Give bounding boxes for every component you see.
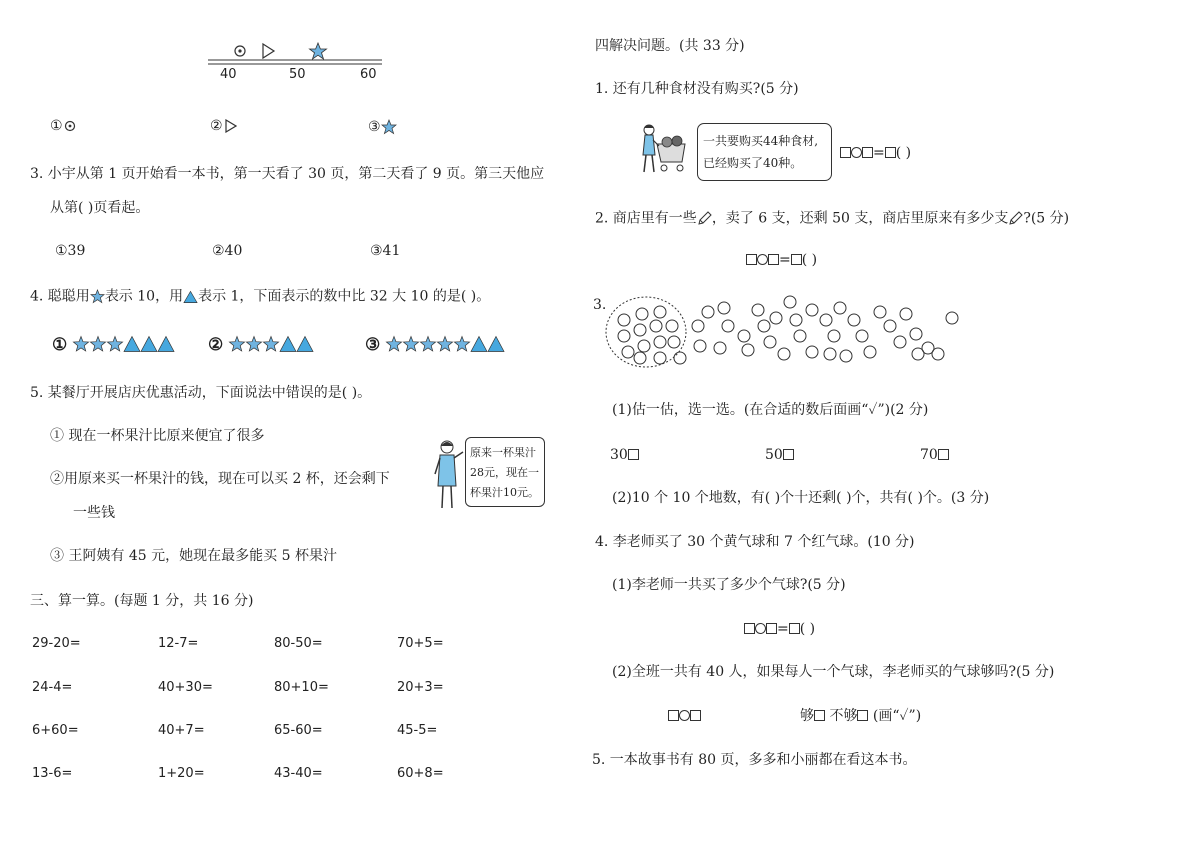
- calc-item[interactable]: 24-4=: [32, 680, 73, 695]
- triangle-icon: [124, 337, 140, 352]
- count-circle: [834, 302, 846, 314]
- count-circle: [764, 336, 776, 348]
- circle-dots: [618, 296, 958, 364]
- q2-option-1[interactable]: ①: [50, 119, 77, 133]
- triangle-icon: [488, 337, 504, 352]
- flower-icon: [63, 119, 77, 133]
- count-circle: [692, 320, 704, 332]
- operator-circle[interactable]: [679, 710, 690, 721]
- star-icon: [310, 43, 327, 59]
- section3-title: 三、算一算。(每题 1 分，共 16 分): [30, 593, 254, 609]
- tick-label-40: 40: [220, 67, 237, 82]
- q5-stem: 5. 某餐厅开展店庆优惠活动，下面说法中错误的是( )。: [30, 385, 372, 401]
- count-circle: [654, 352, 666, 364]
- count-circle: [856, 330, 868, 342]
- count-circle: [654, 306, 666, 318]
- count-circle: [894, 336, 906, 348]
- r-q4-enough-choices: 够 不够 (画“✓”): [800, 708, 922, 724]
- calc-item[interactable]: 29-20=: [32, 636, 81, 651]
- triangle-icon: [141, 337, 157, 352]
- q4-option-1[interactable]: ①: [52, 335, 176, 354]
- q5-option-2-line2: 一些钱: [73, 505, 115, 521]
- count-circle: [790, 314, 802, 326]
- triangle-icon: [280, 337, 296, 352]
- count-circle: [674, 352, 686, 364]
- count-circle: [778, 348, 790, 360]
- calc-item[interactable]: 80+10=: [274, 680, 329, 695]
- r-q4-text: 4. 李老师买了 30 个黄气球和 7 个红气球。(10 分): [595, 534, 915, 550]
- bubble-line-2: 28元，现在一: [470, 466, 539, 479]
- shopping-cart-illustration: [637, 122, 697, 177]
- count-circle: [634, 324, 646, 336]
- q5-option-1[interactable]: ① 现在一杯果汁比原来便宜了很多: [50, 428, 265, 444]
- choice-50[interactable]: 50: [765, 448, 794, 462]
- bubble-line-1: 一共要购买44种食材,: [703, 134, 819, 148]
- answer-box[interactable]: [791, 254, 802, 265]
- calc-item[interactable]: 20+3=: [397, 680, 444, 695]
- check-box[interactable]: [628, 449, 639, 460]
- count-circle: [784, 296, 796, 308]
- count-circle: [702, 306, 714, 318]
- r-q3-label: 3.: [593, 297, 607, 313]
- r-q4-sub2: (2)全班一共有 40 人，如果每人一个气球，李老师买的气球够吗?(5 分): [612, 664, 1055, 680]
- q3-text-line1: 3. 小宇从第 1 页开始看一本书，第一天看了 30 页，第二天看了 9 页。第三天他应: [30, 166, 545, 182]
- q3-option-3[interactable]: ③41: [370, 243, 401, 259]
- calc-item[interactable]: 43-40=: [274, 766, 323, 781]
- star-icon: [263, 337, 278, 352]
- count-circle: [618, 330, 630, 342]
- check-box[interactable]: [938, 449, 949, 460]
- calc-item[interactable]: 60+8=: [397, 766, 444, 781]
- triangle-icon: [158, 337, 174, 352]
- calc-item[interactable]: 40+7=: [158, 723, 205, 738]
- q2-option-3[interactable]: ③: [368, 119, 397, 135]
- count-circle: [794, 330, 806, 342]
- count-circle: [932, 348, 944, 360]
- star-icon: [381, 119, 397, 135]
- calc-item[interactable]: 70+5=: [397, 636, 444, 651]
- answer-box[interactable]: [746, 254, 757, 265]
- r-q1-text: 1. 还有几种食材没有购买?(5 分): [595, 81, 799, 97]
- enough-box[interactable]: [814, 710, 825, 721]
- count-circle: [718, 302, 730, 314]
- answer-box[interactable]: [789, 623, 800, 634]
- r-q2-text: 2. 商店里有一些 ，卖了 6 支，还剩 50 支，商店里原来有多少支 ?(5 分): [595, 210, 1070, 227]
- count-circle: [820, 314, 832, 326]
- choice-30[interactable]: 30: [610, 448, 639, 462]
- operator-circle[interactable]: [755, 623, 766, 634]
- ingredients-bubble: [697, 123, 832, 181]
- star-icon: [90, 337, 105, 352]
- answer-box[interactable]: [744, 623, 755, 634]
- star-icon: [403, 337, 418, 352]
- operator-circle[interactable]: [851, 147, 862, 158]
- choice-70[interactable]: 70: [920, 448, 949, 462]
- r-q4-sub1: (1)李老师一共买了多少个气球?(5 分): [612, 577, 846, 593]
- unit-blank[interactable]: ( ): [801, 252, 818, 268]
- count-circle: [900, 308, 912, 320]
- unit-blank[interactable]: ( ): [799, 621, 816, 637]
- q4-option-3-shapes: [385, 338, 506, 354]
- answer-box[interactable]: [862, 147, 873, 158]
- calc-item[interactable]: 40+30=: [158, 680, 213, 695]
- pencil-icon: [1008, 211, 1023, 226]
- count-circle: [622, 346, 634, 358]
- count-circle: [650, 320, 662, 332]
- triangle-icon: [297, 337, 313, 352]
- q4-option-3[interactable]: ③: [365, 335, 506, 354]
- answer-box[interactable]: [766, 623, 777, 634]
- pencil-icon: [697, 211, 712, 226]
- star-icon: [437, 337, 452, 352]
- count-circle: [828, 330, 840, 342]
- count-circle: [758, 320, 770, 332]
- star-icon: [229, 337, 244, 352]
- answer-box[interactable]: [668, 710, 679, 721]
- tick-label-50: 50: [289, 67, 306, 82]
- star-icon: [73, 337, 88, 352]
- section4-title: 四解决问题。(共 33 分): [595, 38, 745, 54]
- calc-item[interactable]: 65-60=: [274, 723, 323, 738]
- r-q5-text: 5. 一本故事书有 80 页，多多和小丽都在看这本书。: [592, 752, 917, 768]
- r-q4-equation: = ( ): [744, 622, 815, 636]
- count-circle: [770, 312, 782, 324]
- count-circle: [864, 346, 876, 358]
- calc-item[interactable]: 1+20=: [158, 766, 205, 781]
- count-circle: [666, 320, 678, 332]
- count-circle: [946, 312, 958, 324]
- triangle-icon: [183, 290, 198, 304]
- calc-item[interactable]: 6+60=: [32, 723, 79, 738]
- bubble-line-1: 原来一杯果汁: [470, 446, 536, 459]
- count-circle: [738, 330, 750, 342]
- count-circle: [912, 348, 924, 360]
- q4-option-2-shapes: [228, 338, 315, 354]
- flag-icon: [263, 44, 274, 58]
- count-circle: [638, 340, 650, 352]
- count-circle: [806, 346, 818, 358]
- woman-illustration: [430, 438, 465, 513]
- count-circle: [752, 304, 764, 316]
- bubble-line-3: 杯果汁10元。: [470, 486, 539, 499]
- r-q4-compare: [668, 709, 701, 723]
- flower-icon: [235, 46, 245, 56]
- tick-label-60: 60: [360, 67, 377, 82]
- answer-box[interactable]: [840, 147, 851, 158]
- q5-option-2-line1[interactable]: ②用原来买一杯果汁的钱，现在可以买 2 杯，还会剩下: [50, 471, 390, 487]
- star-icon: [420, 337, 435, 352]
- q3-option-2[interactable]: ②40: [212, 243, 243, 259]
- count-circle: [848, 314, 860, 326]
- r-q3-sub2: (2)10 个 10 个地数，有( )个十还剩( )个，共有( )个。(3 分): [612, 490, 990, 506]
- r-q2-equation: = ( ): [746, 253, 817, 267]
- unit-blank[interactable]: ( ): [895, 145, 912, 161]
- q3-text-line2: 从第( )页看起。: [50, 200, 150, 216]
- answer-box[interactable]: [768, 254, 779, 265]
- calc-item[interactable]: 45-5=: [397, 723, 438, 738]
- r-q1-equation: = ( ): [840, 146, 911, 160]
- count-circle: [634, 352, 646, 364]
- calc-item[interactable]: 12-7=: [158, 636, 199, 651]
- q5-option-3[interactable]: ③ 王阿姨有 45 元，她现在最多能买 5 杯果汁: [50, 548, 337, 564]
- calc-item[interactable]: 13-6=: [32, 766, 73, 781]
- star-icon: [246, 337, 261, 352]
- count-circle: [840, 350, 852, 362]
- count-circle: [806, 304, 818, 316]
- count-circle: [824, 348, 836, 360]
- operator-circle[interactable]: [757, 254, 768, 265]
- q2-option-2[interactable]: ②: [210, 119, 237, 133]
- count-circle: [618, 314, 630, 326]
- count-circle: [668, 336, 680, 348]
- count-circle: [884, 320, 896, 332]
- star-icon: [90, 289, 105, 304]
- flag-icon: [223, 119, 237, 133]
- q4-option-1-shapes: [72, 338, 176, 354]
- count-circle: [910, 328, 922, 340]
- count-circle: [874, 306, 886, 318]
- q4-option-2[interactable]: ②: [208, 335, 315, 354]
- q3-option-1[interactable]: ①39: [55, 243, 86, 259]
- calc-item[interactable]: 80-50=: [274, 636, 323, 651]
- star-icon: [107, 337, 122, 352]
- juice-price-bubble: [465, 437, 545, 507]
- count-circle: [742, 344, 754, 356]
- not-enough-box[interactable]: [857, 710, 868, 721]
- check-box[interactable]: [783, 449, 794, 460]
- answer-box[interactable]: [885, 147, 896, 158]
- count-circle: [654, 336, 666, 348]
- count-circle: [694, 340, 706, 352]
- count-circle: [636, 308, 648, 320]
- star-icon: [386, 337, 401, 352]
- bubble-line-2: 已经购买了40种。: [703, 156, 803, 170]
- q4-text: 4. 聪聪用 表示 10，用 表示 1，下面表示的数中比 32 大 10 的是( )。: [30, 288, 491, 305]
- number-line-figure: [200, 40, 400, 85]
- count-circle: [722, 320, 734, 332]
- triangle-icon: [471, 337, 487, 352]
- count-circle: [714, 342, 726, 354]
- star-icon: [454, 337, 469, 352]
- circles-figure: [600, 290, 980, 375]
- answer-box[interactable]: [690, 710, 701, 721]
- r-q3-sub1: (1)估一估，选一选。(在合适的数后面画“✓”)(2 分): [612, 402, 929, 418]
